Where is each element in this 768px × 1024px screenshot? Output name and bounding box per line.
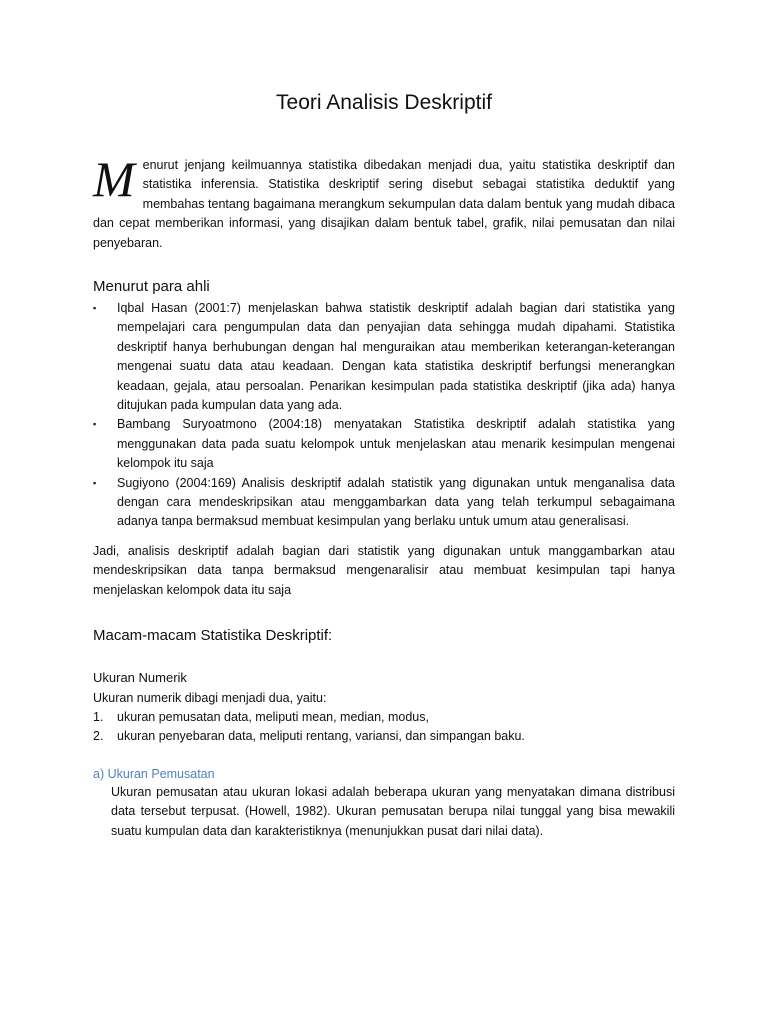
list-item-text: Sugiyono (2004:169) Analisis deskriptif adalah statistik yang digunakan untuk menganalisa data dengan cara mendeskripsikan atau menggambarkan data yang telah terkumpul sebagaimana adanya tanpa bermaksud membuat kesimpulan yang berlaku untuk umum atau generalisasi. bbox=[117, 475, 675, 529]
list-number: 2. bbox=[93, 729, 104, 744]
subheading-ukuran-pemusatan: a) Ukuran Pemusatan bbox=[93, 767, 215, 781]
square-bullet-icon: ▪ bbox=[93, 303, 97, 313]
list-item bbox=[93, 415, 675, 473]
section-heading-macam-macam: Macam-macam Statistika Deskriptif: bbox=[93, 627, 333, 644]
intro-text: enurut jenjang keilmuannya statistika dibedakan menjadi dua, yaitu statistika deskriptif dan statistika inferensia. Statistika deskriptif sering disebut sebagai statistika deduktif yang membahas tentang bagaimana merangkum sekumpulan data dalam bentuk yang mudah dibaca dan cepat memberikan informasi, yang disajikan dalam bentuk tabel, grafik, nilai pemusatan dan nilai penyebaran. bbox=[93, 158, 675, 250]
list-item bbox=[93, 299, 675, 415]
list-item bbox=[93, 708, 525, 727]
numbered-list bbox=[93, 708, 525, 747]
intro-paragraph bbox=[93, 151, 675, 253]
square-bullet-icon: ▪ bbox=[93, 477, 97, 488]
list-item-text: Bambang Suryoatmono (2004:18) menyatakan Statistika deskriptif adalah statistika yang menggunakan data pada suatu kelompok untuk menjelaskan atau menarik kesimpulan mengenai kelompok itu saja bbox=[117, 417, 675, 471]
conclusion-paragraph: Jadi, analisis deskriptif adalah bagian dari statistik yang digunakan untuk manggambarkan atau mendeskripsikan data tanpa bermaksud mengenaralisir atau membuat kesimpulan tapi hanya menjelaskan kelompok data itu saja bbox=[93, 544, 675, 597]
page-title: Teori Analisis Deskriptif bbox=[276, 91, 492, 114]
ukuran-pemusatan-paragraph: Ukuran pemusatan atau ukuran lokasi adalah beberapa ukuran yang menyatakan dimana distribusi data tersebut terpusat. (Howell, 1982). Ukuran pemusatan berupa nilai tunggal yang bisa mewakili suatu kumpulan data dan karakteristiknya (menunjukkan pusat dari nilai data). bbox=[111, 785, 675, 838]
subheading-ukuran-numerik: Ukuran Numerik bbox=[93, 670, 187, 685]
list-item bbox=[93, 474, 675, 532]
drop-cap: M bbox=[93, 151, 135, 207]
list-item-text: Iqbal Hasan (2001:7) menjelaskan bahwa statistik deskriptif adalah bagian dari statistika yang mempelajari cara pengumpulan data dan penyajian data sehingga mudah dipahami. Statistika deskriptif hanya berhubungan dengan hal menguraikan atau memberikan keterangan-keterangan mengenai suatu data atau keadaan. Dengan kata statistika deskriptif berfungsi menerangkan keadaan, gejala, atau persoalan. Penarikan kesimpulan pada statistika deskriptif (jika ada) hanya ditujukan pada kumpulan data yang ada. bbox=[117, 301, 675, 413]
list-item bbox=[93, 727, 525, 746]
list-item-text: ukuran pemusatan data, meliputi mean, median, modus, bbox=[117, 710, 429, 724]
ukuran-numerik-intro: Ukuran numerik dibagi menjadi dua, yaitu: bbox=[93, 691, 327, 705]
expert-list bbox=[93, 299, 675, 532]
square-bullet-icon: ▪ bbox=[93, 419, 97, 430]
list-item-text: ukuran penyebaran data, meliputi rentang, variansi, dan simpangan baku. bbox=[117, 729, 525, 744]
list-number: 1. bbox=[93, 710, 104, 724]
section-heading-menurut-para-ahli: Menurut para ahli bbox=[93, 278, 210, 295]
